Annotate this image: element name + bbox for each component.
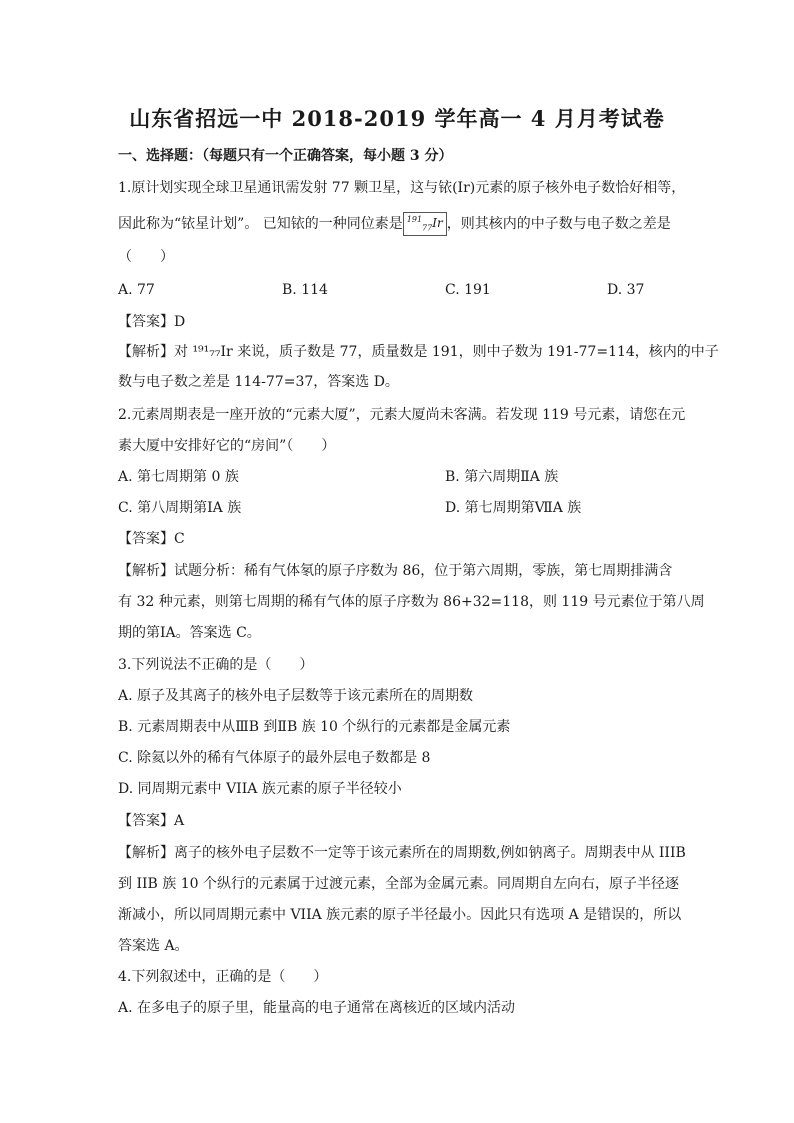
q1-stem-text-b: ，则其核内的中子数与电子数之差是: [446, 216, 671, 233]
q2-option-a: A. 第七周期第 0 族: [118, 469, 239, 485]
q3-analysis-line2: 到 IIB 族 10 个纵行的元素属于过渡元素，全部为金属元素。同周期自左向右，原子半径逐: [118, 876, 679, 892]
q2-stem-line2: 素大厦中安排好它的“房间”（ ）: [118, 438, 336, 454]
q2-analysis-line1: 【解析】试题分析：稀有气体氡的原子序数为 86，位于第六周期，零族，第七周期排满含: [118, 563, 673, 579]
q2-option-d: D. 第七周期第ⅦA 族: [445, 500, 582, 516]
q1-stem-text-a: 因此称为“铱星计划”。 已知铱的一种同位素是: [118, 216, 403, 233]
q3-answer: 【答案】A: [118, 813, 185, 829]
q3-option-c: C. 除氦以外的稀有气体原子的最外层电子数都是 8: [118, 750, 431, 766]
q2-analysis-line2: 有 32 种元素，则第七周期的稀有气体的原子序数为 86+32=118，则 119 号元素位于第八周: [118, 594, 705, 610]
isotope-formula: $^{191}_{77}$Ir: [403, 212, 447, 236]
q3-analysis-line1: 【解析】离子的核外电子层数不一定等于该元素所在的周期数,例如钠离子。周期表中从 IIIB: [118, 845, 686, 861]
q3-stem: 3.下列说法不正确的是（ ）: [118, 657, 314, 673]
q2-option-b: B. 第六周期ⅡA 族: [445, 469, 559, 485]
page-title: 山东省招远一中 2018-2019 学年高一 4 月月考试卷: [129, 106, 665, 131]
q3-option-d: D. 同周期元素中 VIIA 族元素的原子半径较小: [118, 781, 402, 797]
q1-analysis-line1: 【解析】对 ¹⁹¹₇₇Ir 来说，质子数是 77，质量数是 191，则中子数为 191-77=114，核内的中子: [118, 344, 719, 360]
q3-option-b: B. 元素周期表中从ⅢB 到ⅡB 族 10 个纵行的元素都是金属元素: [118, 719, 511, 735]
q4-stem: 4.下列叙述中，正确的是（ ）: [118, 969, 328, 985]
q4-option-a: A. 在多电子的原子里，能量高的电子通常在离核近的区域内活动: [118, 1000, 516, 1016]
q2-option-c: C. 第八周期第ⅠA 族: [118, 500, 242, 516]
section-heading: 一、选择题：（每题只有一个正确答案，每小题 3 分）: [118, 148, 453, 164]
q3-option-a: A. 原子及其离子的核外电子层数等于该元素所在的周期数: [118, 688, 474, 704]
q1-option-b: B. 114: [282, 282, 328, 298]
q1-stem-line2: [118, 212, 671, 236]
q1-option-d: D. 37: [607, 282, 645, 298]
q3-analysis-line4: 答案选 A。: [118, 938, 189, 954]
q1-option-c: C. 191: [445, 282, 491, 298]
q1-stem-line1: 1.原计划实现全球卫星通讯需发射 77 颗卫星，这与铱(Ir)元素的原子核外电子数恰好相等，: [118, 180, 686, 196]
q2-analysis-line3: 期的第ⅠA。答案选 C。: [118, 625, 261, 641]
q2-answer: 【答案】C: [118, 531, 185, 547]
q1-analysis-line2: 数与电子数之差是 114-77=37，答案选 D。: [118, 374, 399, 390]
q3-analysis-line3: 渐减小，所以同周期元素中 VIIA 族元素的原子半径最小。因此只有选项 A 是错误的，所以: [118, 907, 682, 923]
q1-option-a: A. 77: [118, 282, 155, 298]
q1-paren: （ ）: [118, 249, 174, 265]
q2-stem-line1: 2.元素周期表是一座开放的“元素大厦”，元素大厦尚未客满。若发现 119 号元素，请您在元: [118, 407, 686, 423]
q1-answer: 【答案】D: [118, 314, 186, 330]
